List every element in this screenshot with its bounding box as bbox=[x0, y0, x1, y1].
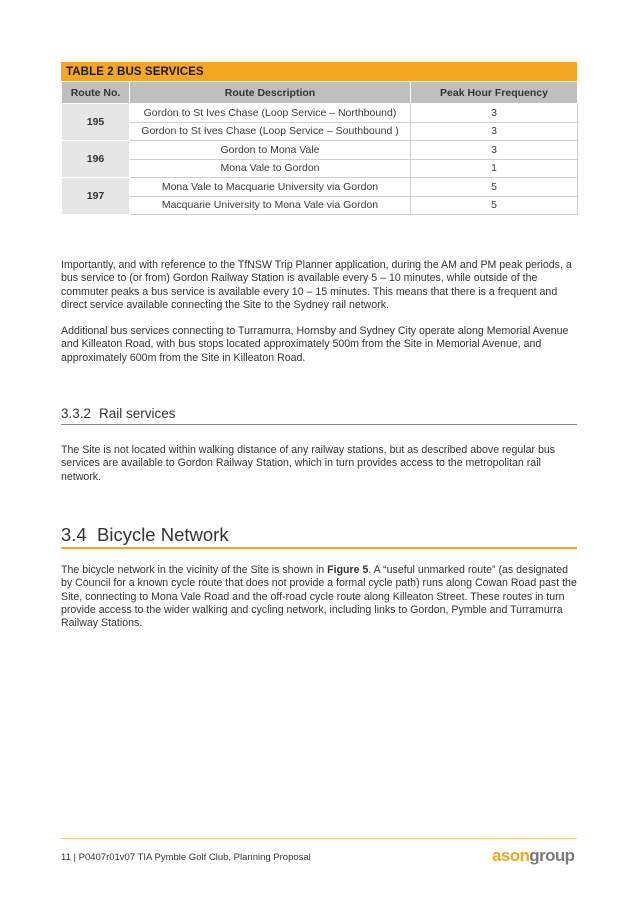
table-row bbox=[62, 141, 578, 160]
route-description: Gordon to St Ives Chase (Loop Service – Northbound) bbox=[130, 104, 411, 123]
section-number: 3.3.2 bbox=[61, 406, 92, 421]
table-header-row bbox=[62, 82, 578, 104]
route-number: 197 bbox=[62, 178, 130, 215]
logo-text-accent: ason bbox=[492, 846, 530, 865]
route-number: 195 bbox=[62, 104, 130, 141]
peak-frequency: 1 bbox=[411, 159, 578, 178]
route-description: Gordon to Mona Vale bbox=[130, 141, 411, 160]
table-row bbox=[62, 196, 578, 215]
header-route-description: Route Description bbox=[130, 82, 411, 104]
paragraph-additional-services: Additional bus services connecting to Turramurra, Hornsby and Sydney City operate along Memorial Avenue and Killeaton Road, with bus stops located approximately 500m from the Site in Memorial Avenue, and approximately 600m from the Site in Killeaton Road. bbox=[61, 325, 569, 364]
peak-frequency: 5 bbox=[411, 178, 578, 197]
ason-group-logo bbox=[492, 845, 578, 867]
route-description: Mona Vale to Gordon bbox=[130, 159, 411, 178]
section-heading-bicycle bbox=[61, 524, 577, 549]
route-description: Mona Vale to Macquarie University via Gordon bbox=[130, 178, 411, 197]
table-row bbox=[62, 178, 578, 197]
logo-text bbox=[492, 846, 575, 865]
table-row bbox=[62, 159, 578, 178]
table-row bbox=[62, 122, 578, 141]
route-description: Macquarie University to Mona Vale via Gordon bbox=[130, 196, 411, 215]
header-peak-frequency: Peak Hour Frequency bbox=[411, 82, 578, 104]
peak-frequency: 3 bbox=[411, 104, 578, 123]
paragraph-rail: The Site is not located within walking distance of any railway stations, but as described above regular bus services are available to Gordon Railway Station, which in turn provides access to the metropolitan rail network. bbox=[61, 444, 556, 483]
route-description: Gordon to St Ives Chase (Loop Service – Southbound ) bbox=[130, 122, 411, 141]
paragraph-bicycle bbox=[61, 564, 581, 630]
footer-divider bbox=[61, 838, 577, 839]
section-number: 3.4 bbox=[61, 524, 87, 545]
bus-services-table bbox=[61, 81, 578, 215]
section-title: Rail services bbox=[99, 406, 176, 421]
route-number: 196 bbox=[62, 141, 130, 178]
section-heading-rail bbox=[61, 406, 577, 425]
table-title: TABLE 2 BUS SERVICES bbox=[61, 62, 577, 81]
peak-frequency: 5 bbox=[411, 196, 578, 215]
peak-frequency: 3 bbox=[411, 141, 578, 160]
paragraph-text: . A “useful unmarked route” (as designated by Council for a known cycle route that does not provide a formal cycle path) runs along Cowan Road past the Site, connecting to Mona Vale Road and the off-road cycle route along Killeaton Street. These routes in turn provide access to the wider walking and cycling network, including links to Gordon, Pymble and Turramurra Railway Stations. bbox=[61, 564, 577, 630]
paragraph-peak-services: Importantly, and with reference to the TfNSW Trip Planner application, during the AM and PM peak periods, a bus service to (or from) Gordon Railway Station is available every 5 – 10 minutes, while outside of the commuter peaks a bus service is available every 10 – 15 minutes. This means that there is a frequent and direct service available connecting the Site to the Sydney rail network. bbox=[61, 259, 572, 311]
header-route-no: Route No. bbox=[62, 82, 130, 104]
footer-page-info: 11 | P0407r01v07 TIA Pymble Golf Club, Planning Proposal bbox=[61, 852, 311, 863]
table-row bbox=[62, 104, 578, 123]
paragraph-text: The bicycle network in the vicinity of the Site is shown in bbox=[61, 564, 328, 576]
section-title: Bicycle Network bbox=[97, 524, 229, 545]
logo-text-grey: group bbox=[529, 846, 575, 865]
peak-frequency: 3 bbox=[411, 122, 578, 141]
figure-reference: Figure 5 bbox=[327, 564, 369, 576]
